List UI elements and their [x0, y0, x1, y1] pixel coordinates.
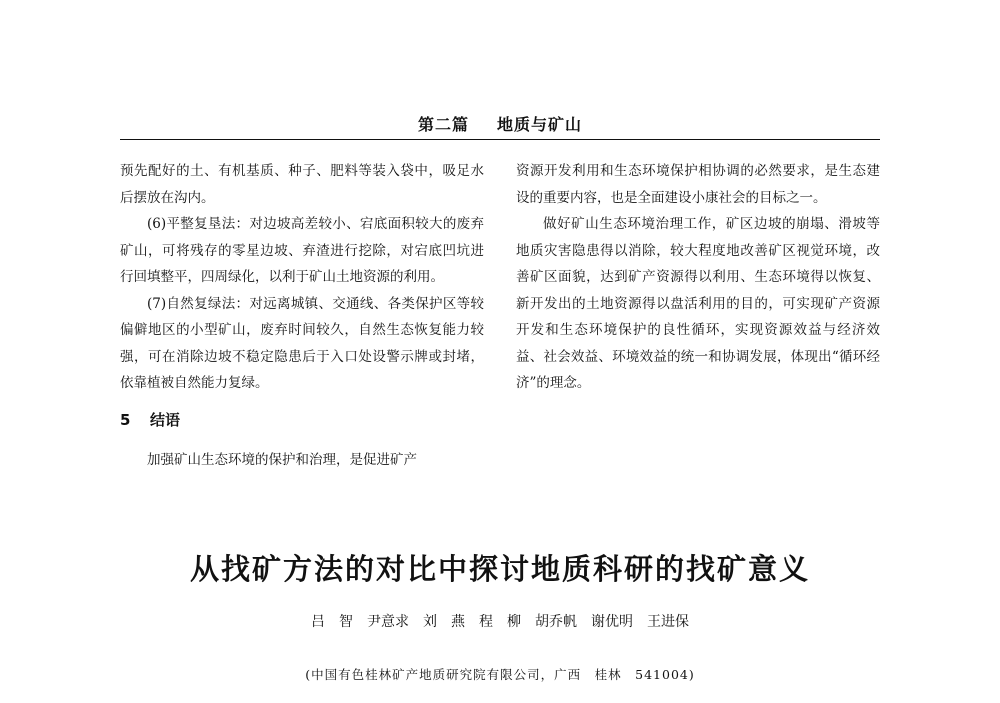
left-column: [120, 158, 484, 474]
right-paragraph-continued: 资源开发利用和生态环境保护相协调的必然要求，是生态建设的重要内容，也是全面建设小康社会的目标之一。: [516, 163, 880, 206]
running-header: [120, 112, 880, 135]
paragraph-method-6: (6)平整复垦法：对边坡高差较小、宕底面积较大的废弃矿山，可将残存的零星边坡、弃渣进行挖除，对宕底凹坑进行回填整平，四周绿化，以利于矿山土地资源的利用。: [120, 216, 484, 285]
section-heading-conclusion: [120, 407, 484, 434]
conclusion-paragraph-2: 做好矿山生态环境治理工作，矿区边坡的崩塌、滑坡等地质灾害隐患得以消除，较大程度地改善矿区视觉环境，改善矿区面貌，达到矿产资源得以利用、生态环境得以恢复、新开发出的土地资源得以盘活利用的目的，可实现矿产资源开发和生态环境保护的良性循环，实现资源效益与经济效益、社会效益、环境效益的统一和协调发展，体现出“循环经济”的理念。: [516, 216, 880, 391]
right-column: [516, 158, 880, 397]
paragraph-method-7: (7)自然复绿法：对远离城镇、交通线、各类保护区等较偏僻地区的小型矿山，废弃时间较久，自然生态恢复能力较强，可在消除边坡不稳定隐患后于入口处设警示牌或封堵，依靠植被自然能力复绿。: [120, 295, 484, 391]
header-rule: [120, 139, 880, 140]
section-title: 结语: [150, 410, 181, 429]
section-number: 5: [120, 410, 131, 429]
left-paragraph-continued: 预先配好的土、有机基质、种子、肥料等装入袋中，吸足水后摆放在沟内。: [120, 163, 484, 206]
article-title: 从找矿方法的对比中探讨地质科研的找矿意义: [189, 552, 810, 586]
running-header-part: 第二篇: [417, 115, 469, 134]
running-header-topic: 地质与矿山: [497, 115, 583, 134]
conclusion-paragraph-start: 加强矿山生态环境的保护和治理，是促进矿产: [147, 452, 417, 468]
article-authors: 吕 智 尹意求 刘 燕 程 柳 胡乔帆 谢优明 王进保: [311, 614, 689, 630]
article-affiliation: (中国有色桂林矿产地质研究院有限公司，广西 桂林 541004): [305, 667, 695, 682]
